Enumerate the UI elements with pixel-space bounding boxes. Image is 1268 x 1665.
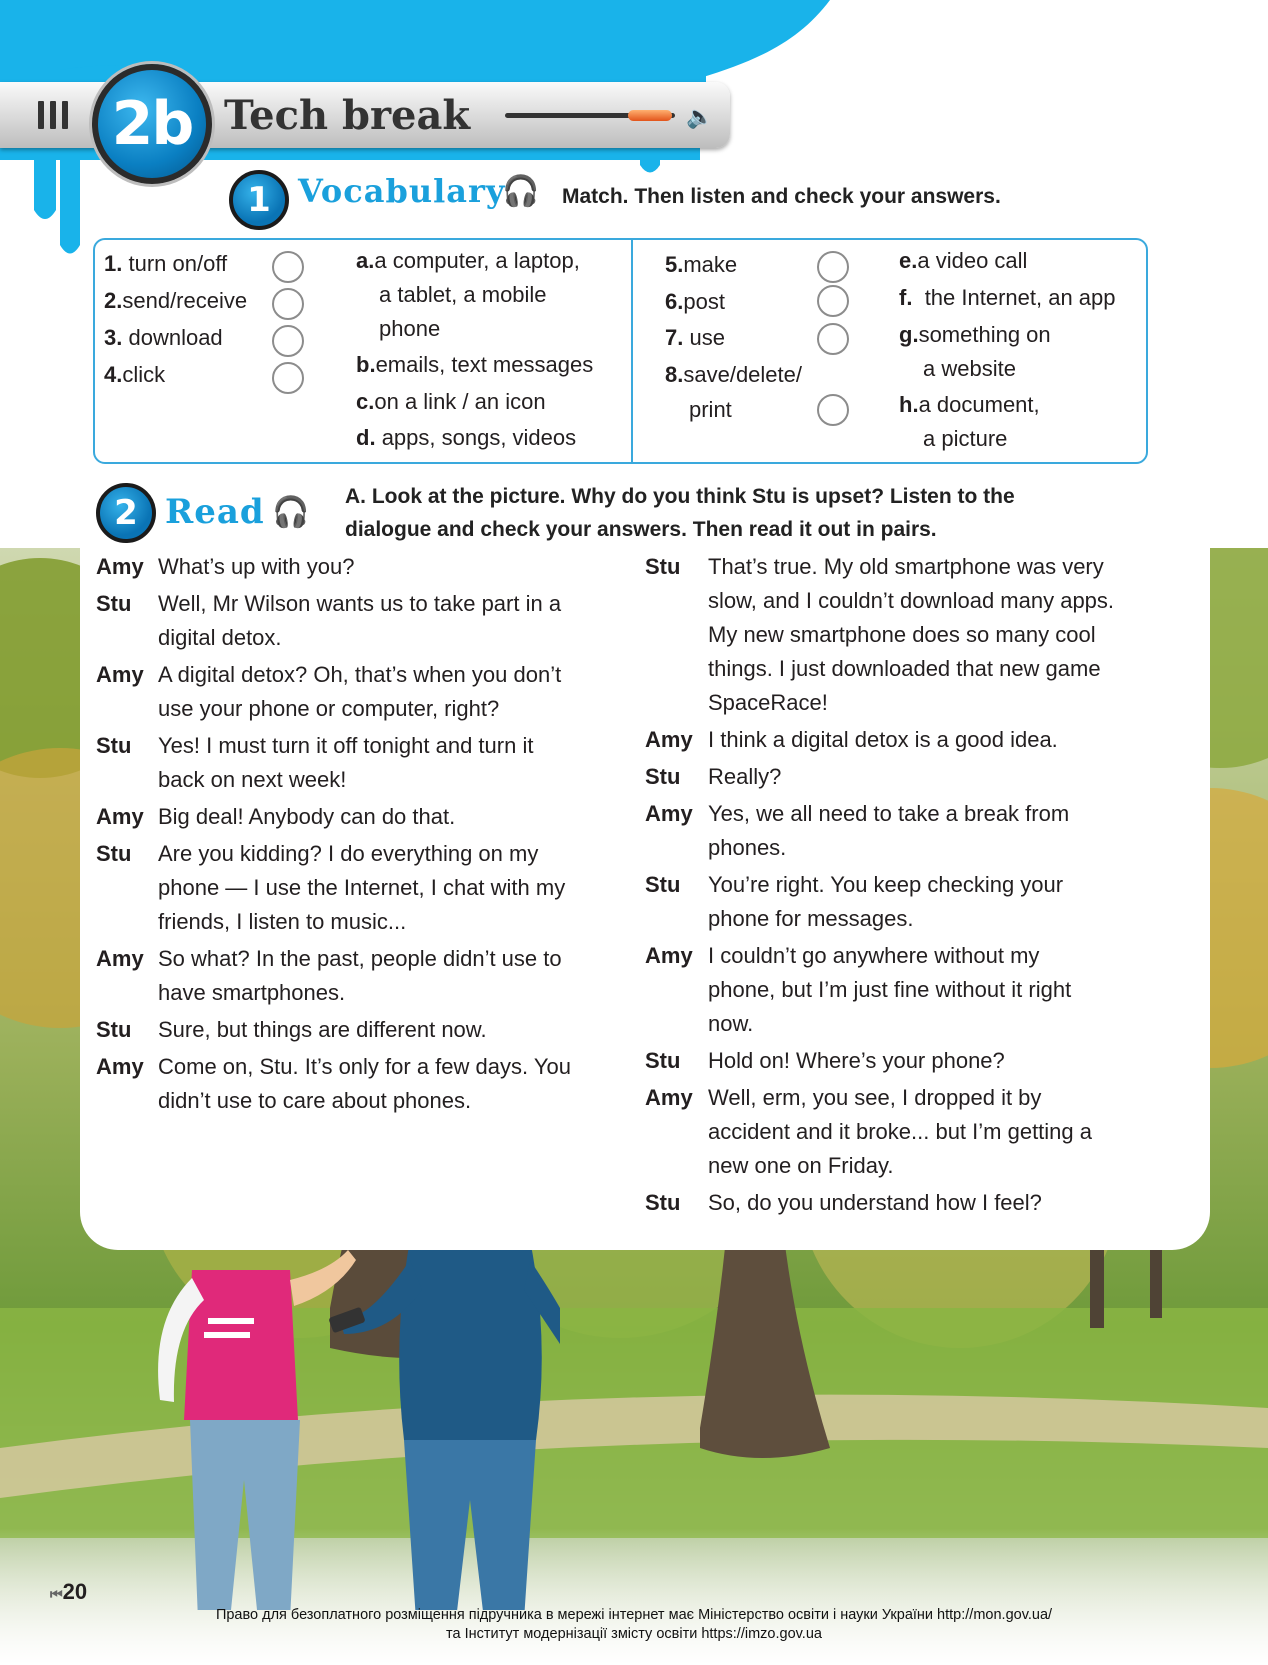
footer-rights-line-2: та Інститут модернізації змісту освіти https://imzo.gov.ua <box>446 1626 822 1642</box>
answer-circle-5[interactable] <box>817 251 849 283</box>
lesson-title: Tech break <box>224 92 471 139</box>
speaker-name: Amy <box>96 554 144 579</box>
headphones-icon: 🎧 <box>272 496 310 529</box>
dialogue-line: Yes, we all need to take a break from <box>708 801 1070 826</box>
speaker-name: Stu <box>645 1048 681 1073</box>
dialogue-line: So, do you understand how I feel? <box>708 1190 1042 1215</box>
vocab-item-8: 8.save/delete/ <box>665 362 802 387</box>
dialogue-line: A digital detox? Oh, that’s when you don’t <box>158 662 562 687</box>
speaker-name: Amy <box>645 943 693 968</box>
header-stripes-icon <box>38 101 78 129</box>
dialogue-line: Well, Mr Wilson wants us to take part in a <box>158 591 562 616</box>
section-1-badge: 1 <box>229 170 289 230</box>
vocab-option-d: d. apps, songs, videos <box>356 425 577 450</box>
answer-circle-7[interactable] <box>817 323 849 355</box>
dialogue-line: new one on Friday. <box>708 1153 894 1178</box>
speaker-name: Amy <box>96 804 144 829</box>
dialogue-line: accident and it broke... but I’m getting a <box>708 1119 1093 1144</box>
dialogue-line: Big deal! Anybody can do that. <box>158 804 456 829</box>
dialogue-line: Yes! I must turn it off tonight and turn it <box>158 733 534 758</box>
vocab-item-1: 1. turn on/off <box>104 251 228 276</box>
dialogue-line: SpaceRace! <box>708 690 828 715</box>
vocab-option-b: b.emails, text messages <box>356 352 594 377</box>
speaker-name: Amy <box>96 1054 144 1079</box>
read-heading: Read <box>165 492 265 532</box>
dialogue-line: slow, and I couldn’t download many apps. <box>708 588 1115 613</box>
answer-circle-4[interactable] <box>272 362 304 394</box>
vocab-item-8-line-2: print <box>689 397 732 422</box>
speaker-name: Stu <box>96 733 132 758</box>
vocabulary-heading: Vocabulary <box>298 172 506 210</box>
lesson-number-badge: 2b <box>92 64 212 184</box>
speaker-name: Amy <box>96 662 144 687</box>
speaker-name: Amy <box>645 801 693 826</box>
vocab-item-7: 7. use <box>665 325 725 350</box>
speaker-name: Stu <box>96 1017 132 1042</box>
dialogue-line: use your phone or computer, right? <box>158 696 500 721</box>
page-number: ⏮20 <box>50 1579 88 1604</box>
speaker-name: Stu <box>645 764 681 789</box>
answer-circle-6[interactable] <box>817 285 849 317</box>
speaker-name: Amy <box>645 727 693 752</box>
dialogue-line: phone, but I’m just fine without it right <box>708 977 1072 1002</box>
vocab-option-a-line-2: a tablet, a mobile <box>379 282 547 307</box>
dialogue-line: What’s up with you? <box>158 554 355 579</box>
vocab-option-a-line-3: phone <box>379 316 441 341</box>
back-arrow-icon: ⏮ <box>50 1586 63 1602</box>
dialogue-line: friends, I listen to music... <box>158 909 407 934</box>
dialogue-line: Are you kidding? I do everything on my <box>158 841 539 866</box>
dialogue-line: phones. <box>708 835 787 860</box>
dialogue-line: Well, erm, you see, I dropped it by <box>708 1085 1042 1110</box>
speaker-name: Stu <box>645 554 681 579</box>
vocab-option-g-line-2: a website <box>923 356 1016 381</box>
dialogue-line: things. I just downloaded that new game <box>708 656 1101 681</box>
dialogue-line: So what? In the past, people didn’t use to <box>158 946 562 971</box>
read-instruction-line-1: A. Look at the picture. Why do you think Stu is upset? Listen to the <box>345 485 1015 508</box>
vocab-option-a: a.a computer, a laptop, <box>356 248 580 273</box>
answer-circle-8[interactable] <box>817 394 849 426</box>
speaker-name: Stu <box>645 1190 681 1215</box>
headphones-icon: 🎧 <box>502 175 540 208</box>
speaker-name: Amy <box>96 946 144 971</box>
section-2-badge: 2 <box>96 483 156 543</box>
vocabulary-divider <box>631 238 633 464</box>
dialogue-line: digital detox. <box>158 625 282 650</box>
dialogue-line: Sure, but things are different now. <box>158 1017 487 1042</box>
dialogue-line: now. <box>708 1011 754 1036</box>
footer-rights-line-1: Право для безоплатного розміщення підручника в мережі інтернет має Міністерство освіти і науки України http://mon.gov.ua/ <box>215 1607 1053 1623</box>
vocab-option-h-line-2: a picture <box>923 426 1008 451</box>
dialogue-line: My new smartphone does so many cool <box>708 622 1096 647</box>
audio-progress-knob <box>628 110 672 121</box>
vocab-item-4: 4.click <box>104 362 166 387</box>
dialogue-line: I think a digital detox is a good idea. <box>708 727 1058 752</box>
dialogue-line: phone for messages. <box>708 906 914 931</box>
vocab-option-e: e.a video call <box>899 248 1028 273</box>
dialogue-line: didn’t use to care about phones. <box>158 1088 472 1113</box>
dialogue-line: You’re right. You keep checking your <box>708 872 1064 897</box>
speaker-name: Stu <box>96 591 132 616</box>
vocabulary-instruction: Match. Then listen and check your answers. <box>562 185 1001 208</box>
vocab-item-3: 3. download <box>104 325 223 350</box>
speaker-name: Stu <box>645 872 681 897</box>
read-instruction-line-2: dialogue and check your answers. Then read it out in pairs. <box>345 518 937 541</box>
vocab-item-6: 6.post <box>665 289 725 314</box>
dialogue-line: Really? <box>708 764 782 789</box>
speaker-icon: 🔈 <box>686 104 714 129</box>
vocab-option-f: f. the Internet, an app <box>899 285 1116 310</box>
vocab-item-5: 5.make <box>665 252 738 277</box>
vocab-option-g: g.something on <box>899 322 1051 347</box>
dialogue-line: That’s true. My old smartphone was very <box>708 554 1104 579</box>
speaker-name: Stu <box>96 841 132 866</box>
dialogue-line: I couldn’t go anywhere without my <box>708 943 1040 968</box>
dialogue-line: have smartphones. <box>158 980 346 1005</box>
vocab-option-c: c.on a link / an icon <box>356 389 546 414</box>
dialogue-line: Come on, Stu. It’s only for a few days. You <box>158 1054 571 1079</box>
vocab-option-h: h.a document, <box>899 392 1040 417</box>
dialogue-line: Hold on! Where’s your phone? <box>708 1048 1005 1073</box>
vocab-item-2: 2.send/receive <box>104 288 248 313</box>
answer-circle-1[interactable] <box>272 251 304 283</box>
dialogue-line: phone — I use the Internet, I chat with my <box>158 875 566 900</box>
answer-circle-2[interactable] <box>272 288 304 320</box>
answer-circle-3[interactable] <box>272 325 304 357</box>
speaker-name: Amy <box>645 1085 693 1110</box>
dialogue-line: back on next week! <box>158 767 347 792</box>
